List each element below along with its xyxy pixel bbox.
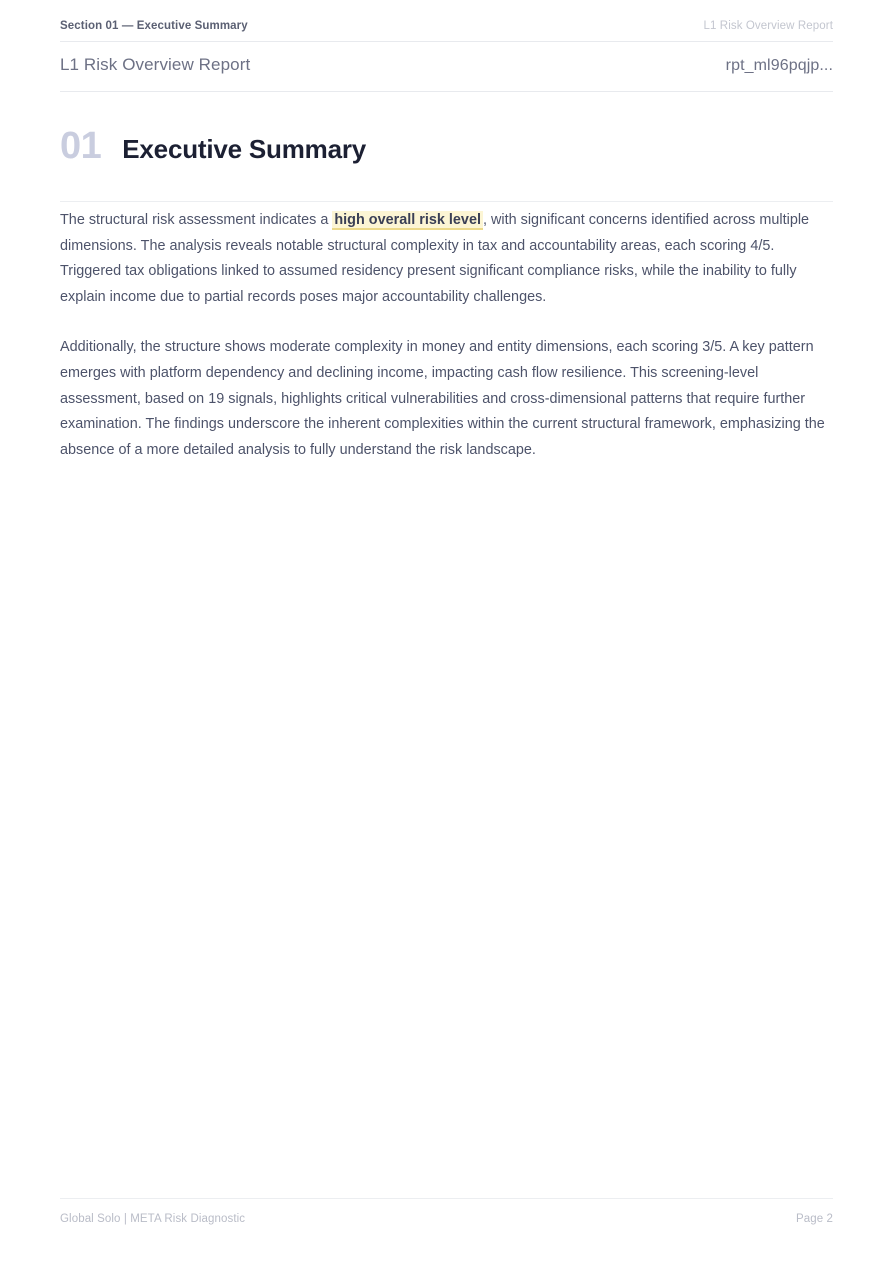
paragraph-1-lead-text: The structural risk assessment indicates a	[60, 212, 333, 228]
summary-paragraph-2: Additionally, the structure shows moderate complexity in money and entity dimensions, each scoring 3/5. A key pattern emerges with platform dependency and declining income, impacting cash flow resilience. This screening-level assessment, based on 19 signals, highlights critical vulnerabilities and cross-dimensional patterns that require further examination. The findings underscore the inherent complexities within the current structural framework, emphasizing the absence of a more detailed analysis to fully understand the risk landscape.	[60, 339, 825, 458]
document-title-band	[60, 55, 833, 92]
running-header-report-label: L1 Risk Overview Report	[703, 20, 833, 32]
summary-paragraph-1	[60, 208, 833, 310]
section-number: 01	[60, 125, 102, 168]
footer-brand: Global Solo | META Risk Diagnostic	[60, 1213, 246, 1225]
page-footer	[60, 1198, 833, 1225]
page-title: Executive Summary	[122, 134, 367, 165]
paragraph-1-trailing-text: , with significant concerns identified across multiple dimensions. The analysis reveals notable structural complexity in tax and accountability areas, each scoring 4/5. Triggered tax obligations linked to assumed residency present significant compliance risks, while the inability to fully explain income due to partial records poses major accountability challenges.	[60, 212, 810, 305]
body-content	[60, 208, 833, 463]
section-heading	[60, 119, 833, 202]
running-header	[60, 20, 833, 42]
document-title: L1 Risk Overview Report	[60, 55, 251, 74]
running-header-section-label: Section 01 — Executive Summary	[60, 20, 248, 32]
risk-level-highlight: high overall risk level	[334, 212, 481, 228]
report-id: rpt_ml96pqjp...	[725, 57, 833, 74]
footer-page-number: Page 2	[795, 1213, 833, 1225]
